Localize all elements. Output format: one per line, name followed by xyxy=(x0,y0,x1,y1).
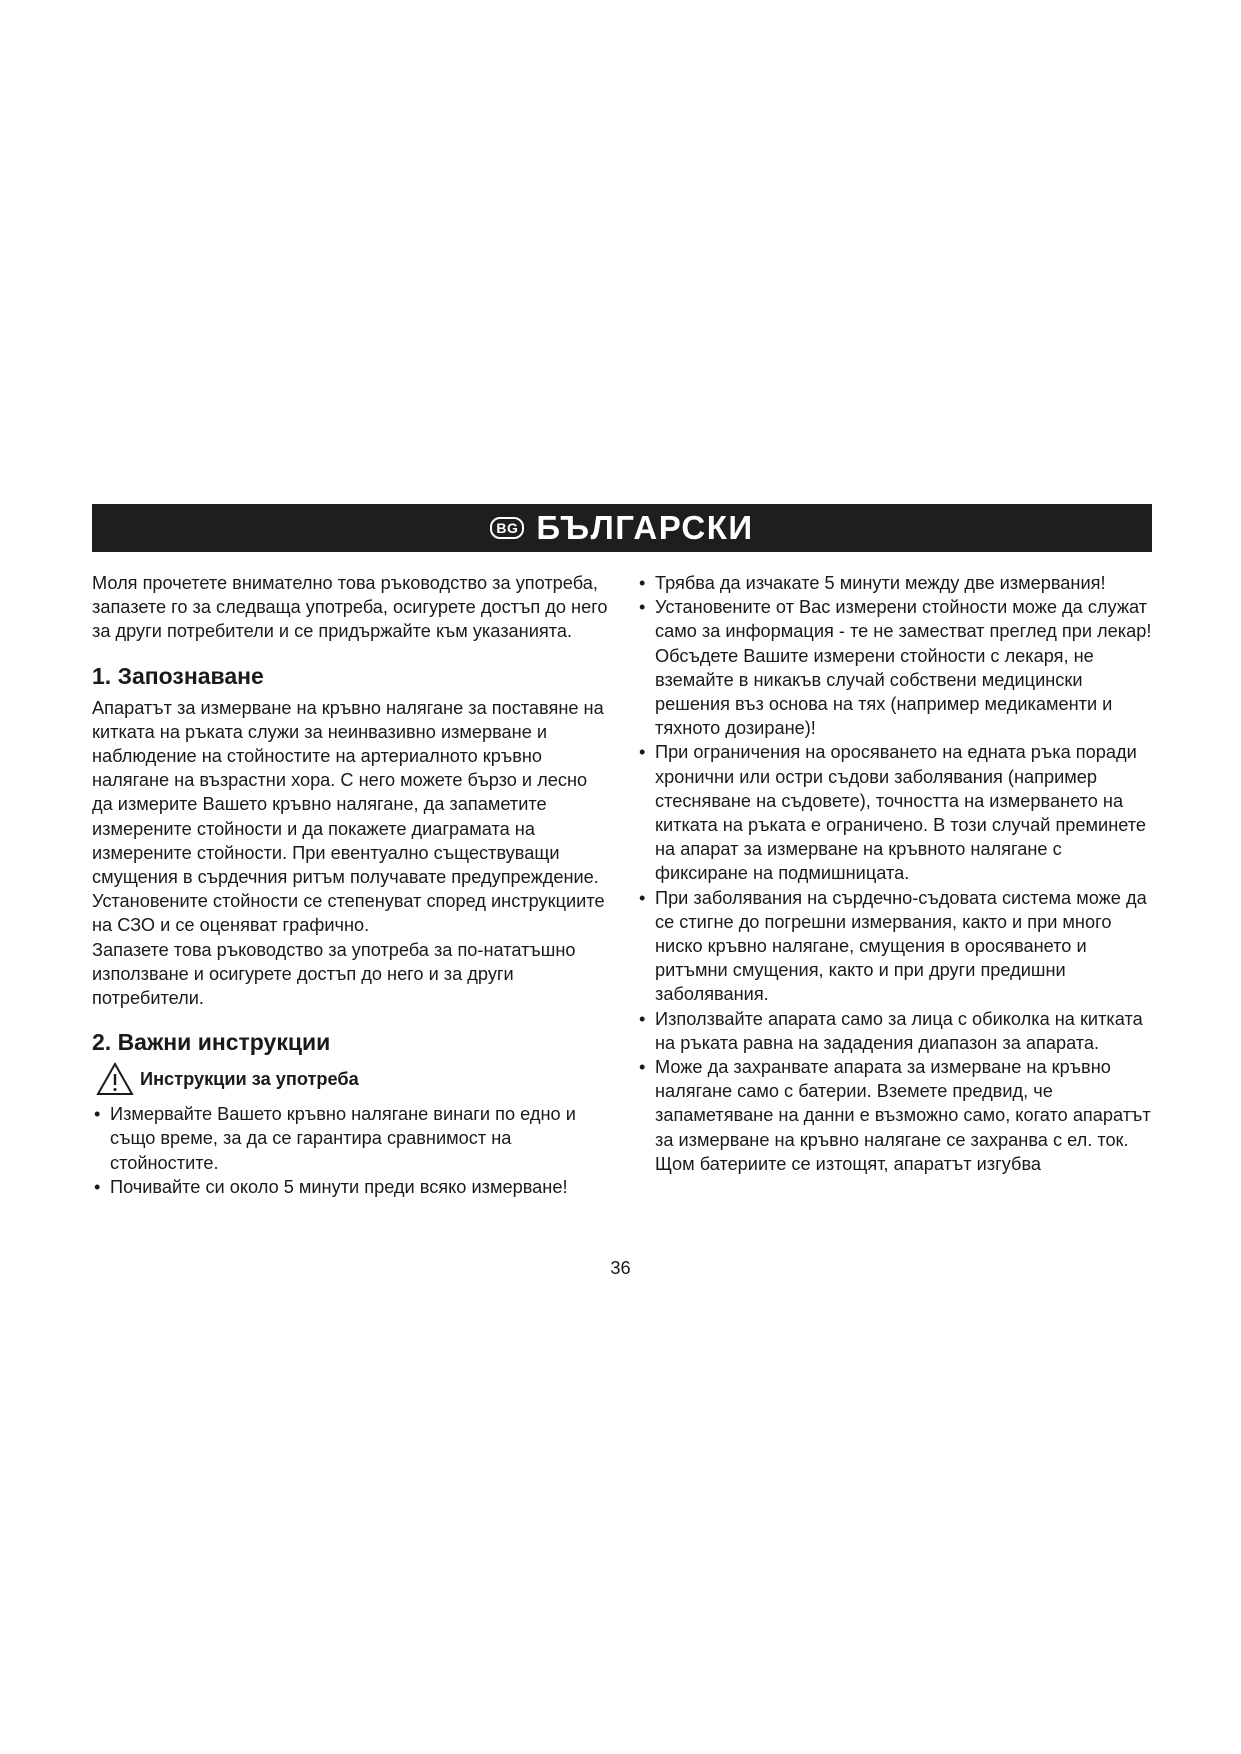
warning-triangle-icon xyxy=(96,1062,134,1096)
list-item: • Използвайте апарата само за лица с обиколка на китката на ръката равна на зададения диапазон за апарата. xyxy=(637,1007,1155,1055)
right-instruction-list xyxy=(637,571,1155,1176)
language-badge: BG xyxy=(490,517,524,539)
list-item: • При ограничения на оросяването на едната ръка поради хронични или остри съдови заболявания (например стесняване на съдовете), точността на измерването на китката на ръката е ограничено. В този случай преминете на апарат за измерване на кръвното налягане с фиксиране на подмишницата. xyxy=(637,740,1155,885)
usage-instructions-subheading: Инструкции за употреба xyxy=(140,1069,359,1090)
list-item: • Установените от Вас измерени стойности може да служат само за информация - те не заместват преглед при лекар! Обсъдете Вашите измерени стойности с лекаря, не вземайте в никакъв случай собствени медицински решения въз основа на тях (например медикаменти и тяхното дозиране)! xyxy=(637,595,1155,740)
section-1-heading: 1. Запознаване xyxy=(92,662,264,689)
language-header-bar xyxy=(92,504,1152,552)
usage-instructions-subheading-row xyxy=(96,1062,612,1096)
list-item: • Може да захранвате апарата за измерване на кръвно налягане само с батерии. Вземете предвид, че запаметяване на данни е възможно само, когато апаратът за измерване на кръвно налягане се захранва с ел. ток. Щом батериите се изтощят, апаратът изгубва xyxy=(637,1055,1155,1176)
right-column xyxy=(637,571,1155,1176)
section-1-paragraph-2: Установените стойности се степенуват според инструкциите на СЗО и се оценяват графично. xyxy=(92,891,605,936)
list-item: • При заболявания на сърдечно-съдовата система може да се стигне до погрешни измервания, както и при много ниско кръвно налягане, смущения в оросяването и ритъмни смущения, както и при други предишни заболявания. xyxy=(637,886,1155,1007)
list-item: • Почивайте си около 5 минути преди всяко измерване! xyxy=(92,1175,612,1199)
section-1-paragraph-3: Запазете това ръководство за употреба за по-нататъшно използване и осигурете достъп до него и за други потребители. xyxy=(92,939,576,1009)
left-instruction-list xyxy=(92,1102,612,1199)
language-title: БЪЛГАРСКИ xyxy=(536,509,754,546)
page-number: 36 xyxy=(610,1258,631,1278)
list-item: • Трябва да изчакате 5 минути между две измервания! xyxy=(637,571,1155,595)
section-1-paragraph-1: Апаратът за измерване на кръвно налягане за поставяне на китката на ръката служи за неинвазивно измерване и наблюдение на стойностите на артериалното кръвно налягане на възрастни хора. С него можете бързо и лесно да измерите Вашето кръвно налягане, да запаметите измерените стойности и да покажете диаграмата на измерените стойности. При евентуално съществуващи смущения в сърдечния ритъм получавате предупреждение. xyxy=(92,697,604,888)
list-item: • Измервайте Вашето кръвно налягане винаги по едно и също време, за да се гарантира сравнимост на стойностите. xyxy=(92,1102,612,1175)
left-column xyxy=(92,571,612,1199)
intro-paragraph: Моля прочетете внимателно това ръководство за употреба, запазете го за следваща употреба, осигурете достъп до него за други потребители и се придържайте към указанията. xyxy=(92,573,608,642)
section-2-heading: 2. Важни инструкции xyxy=(92,1029,331,1056)
